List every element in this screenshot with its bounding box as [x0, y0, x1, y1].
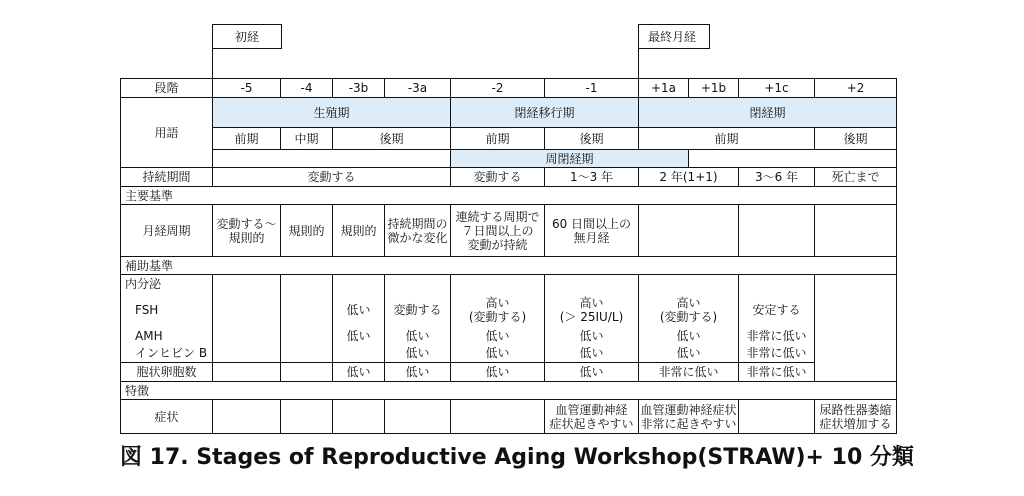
symptoms-row — [121, 400, 897, 434]
inhibin-label: インヒビン B — [121, 345, 213, 363]
descriptive-row — [121, 382, 897, 400]
menstrual-cell: 規則的 — [333, 205, 385, 257]
empty-cell — [213, 293, 281, 327]
inhibin-row — [121, 345, 897, 363]
duration-cell: 変動する — [213, 168, 451, 187]
empty-cell — [333, 400, 385, 434]
empty-cell — [385, 400, 451, 434]
stage-cell: +1a — [639, 79, 689, 98]
figure-caption: 図 17. Stages of Reproductive Aging Workshop(STRAW)+ 10 分類 — [120, 445, 914, 470]
duration-row — [121, 168, 897, 187]
reproductive-cell: 生殖期 — [213, 98, 451, 128]
amh-cell: 低い — [639, 327, 739, 345]
menstrual-cell: 連続する周期で ７日間以上の 変動が持続 — [451, 205, 545, 257]
empty-cell — [451, 400, 545, 434]
fsh-cell: 変動する — [385, 293, 451, 327]
amh-cell: 低い — [333, 327, 385, 345]
duration-label: 持続期間 — [121, 168, 213, 187]
empty-cell — [213, 400, 281, 434]
empty-cell — [281, 293, 333, 327]
stage-cell: -3b — [333, 79, 385, 98]
empty-cell — [739, 275, 815, 293]
amh-cell: 低い — [385, 327, 451, 345]
fsh-label: FSH — [121, 293, 213, 327]
first-menses-label: 初経 — [235, 30, 260, 44]
empty-cell — [815, 205, 897, 257]
terminology-row-2 — [121, 128, 897, 150]
empty-cell — [333, 275, 385, 293]
empty-cell — [213, 150, 451, 168]
stage-row — [121, 79, 897, 98]
section-heading: 補助基準 — [121, 257, 897, 275]
empty-cell — [281, 327, 333, 345]
inhibin-cell: 低い — [385, 345, 451, 363]
fsh-row — [121, 293, 897, 327]
symptoms-cell: 尿路性器萎縮 症状増加する — [815, 400, 897, 434]
empty-cell — [281, 345, 333, 363]
section-heading: 特徴 — [121, 382, 897, 400]
empty-cell — [739, 205, 815, 257]
amh-cell: 非常に低い — [739, 327, 815, 345]
term-peak: 中期 — [281, 128, 333, 150]
symptoms-label: 症状 — [121, 400, 213, 434]
amh-row — [121, 327, 897, 345]
empty-cell — [333, 345, 385, 363]
stage-cell: +2 — [815, 79, 897, 98]
afc-cell: 低い — [451, 363, 545, 382]
menstrual-cell: 持続期間の 微かな変化 — [385, 205, 451, 257]
empty-cell — [739, 400, 815, 434]
empty-cell — [281, 275, 333, 293]
inhibin-cell: 低い — [451, 345, 545, 363]
empty-cell — [385, 275, 451, 293]
empty-cell — [213, 275, 281, 293]
stage-cell: -5 — [213, 79, 281, 98]
empty-cell — [639, 275, 739, 293]
empty-cell — [545, 275, 639, 293]
empty-cell — [639, 205, 739, 257]
symptoms-cell: 血管運動神経症状 非常に起きやすい — [639, 400, 739, 434]
inhibin-cell: 低い — [545, 345, 639, 363]
symptoms-cell: 血管運動神経 症状起きやすい — [545, 400, 639, 434]
amh-label: AMH — [121, 327, 213, 345]
duration-cell: 3～6 年 — [739, 168, 815, 187]
endocrine-label: 内分泌 — [121, 275, 213, 293]
first-menses-marker — [212, 24, 282, 49]
inhibin-cell: 低い — [639, 345, 739, 363]
stage-header: 段階 — [121, 79, 213, 98]
endocrine-label-row — [121, 275, 897, 293]
afc-cell: 非常に低い — [639, 363, 739, 382]
afc-cell: 非常に低い — [739, 363, 815, 382]
last-menses-label: 最終月経 — [648, 30, 697, 44]
stage-cell: -1 — [545, 79, 639, 98]
term-early: 前期 — [639, 128, 815, 150]
terminology-label: 用語 — [121, 98, 213, 168]
empty-cell — [213, 345, 281, 363]
empty-cell — [689, 150, 897, 168]
stage-cell: +1c — [739, 79, 815, 98]
duration-cell: 変動する — [451, 168, 545, 187]
afc-cell: 低い — [333, 363, 385, 382]
empty-cell — [281, 400, 333, 434]
stage-cell: -2 — [451, 79, 545, 98]
terminology-row-3 — [121, 150, 897, 168]
postmenopause-cell: 閉経期 — [639, 98, 897, 128]
term-early: 前期 — [213, 128, 281, 150]
menstrual-cell: 規則的 — [281, 205, 333, 257]
duration-cell: 2 年(1+1) — [639, 168, 739, 187]
fsh-cell: 高い (＞ 25IU/L) — [545, 293, 639, 327]
straw-table — [120, 78, 897, 434]
section-heading: 主要基準 — [121, 187, 897, 205]
perimenopause-cell: 周閉経期 — [451, 150, 689, 168]
empty-cell — [213, 327, 281, 345]
last-menses-marker — [638, 24, 710, 49]
afc-cell: 低い — [385, 363, 451, 382]
afc-row — [121, 363, 897, 382]
menstrual-cell: 変動する～ 規則的 — [213, 205, 281, 257]
inhibin-cell: 非常に低い — [739, 345, 815, 363]
last-menses-stem — [638, 48, 639, 78]
fsh-cell: 高い (変動する) — [451, 293, 545, 327]
menstrual-label: 月経周期 — [121, 205, 213, 257]
amh-cell: 低い — [545, 327, 639, 345]
fsh-cell: 低い — [333, 293, 385, 327]
amh-cell: 低い — [451, 327, 545, 345]
supportive-criteria-row — [121, 257, 897, 275]
term-late: 後期 — [545, 128, 639, 150]
term-early: 前期 — [451, 128, 545, 150]
fsh-cell: 高い (変動する) — [639, 293, 739, 327]
duration-cell: 死亡まで — [815, 168, 897, 187]
transition-cell: 閉経移行期 — [451, 98, 639, 128]
menstrual-row — [121, 205, 897, 257]
fsh-cell: 安定する — [739, 293, 815, 327]
principal-criteria-row — [121, 187, 897, 205]
term-late: 後期 — [333, 128, 451, 150]
empty-cell — [815, 275, 897, 382]
stage-cell: -4 — [281, 79, 333, 98]
duration-cell: 1～3 年 — [545, 168, 639, 187]
afc-label: 胞状卵胞数 — [121, 363, 213, 382]
stage-cell: -3a — [385, 79, 451, 98]
stage-cell: +1b — [689, 79, 739, 98]
empty-cell — [281, 363, 333, 382]
menstrual-cell: 60 日間以上の 無月経 — [545, 205, 639, 257]
terminology-row-1 — [121, 98, 897, 128]
first-menses-stem — [212, 48, 213, 78]
empty-cell — [451, 275, 545, 293]
empty-cell — [213, 363, 281, 382]
afc-cell: 低い — [545, 363, 639, 382]
term-late: 後期 — [815, 128, 897, 150]
